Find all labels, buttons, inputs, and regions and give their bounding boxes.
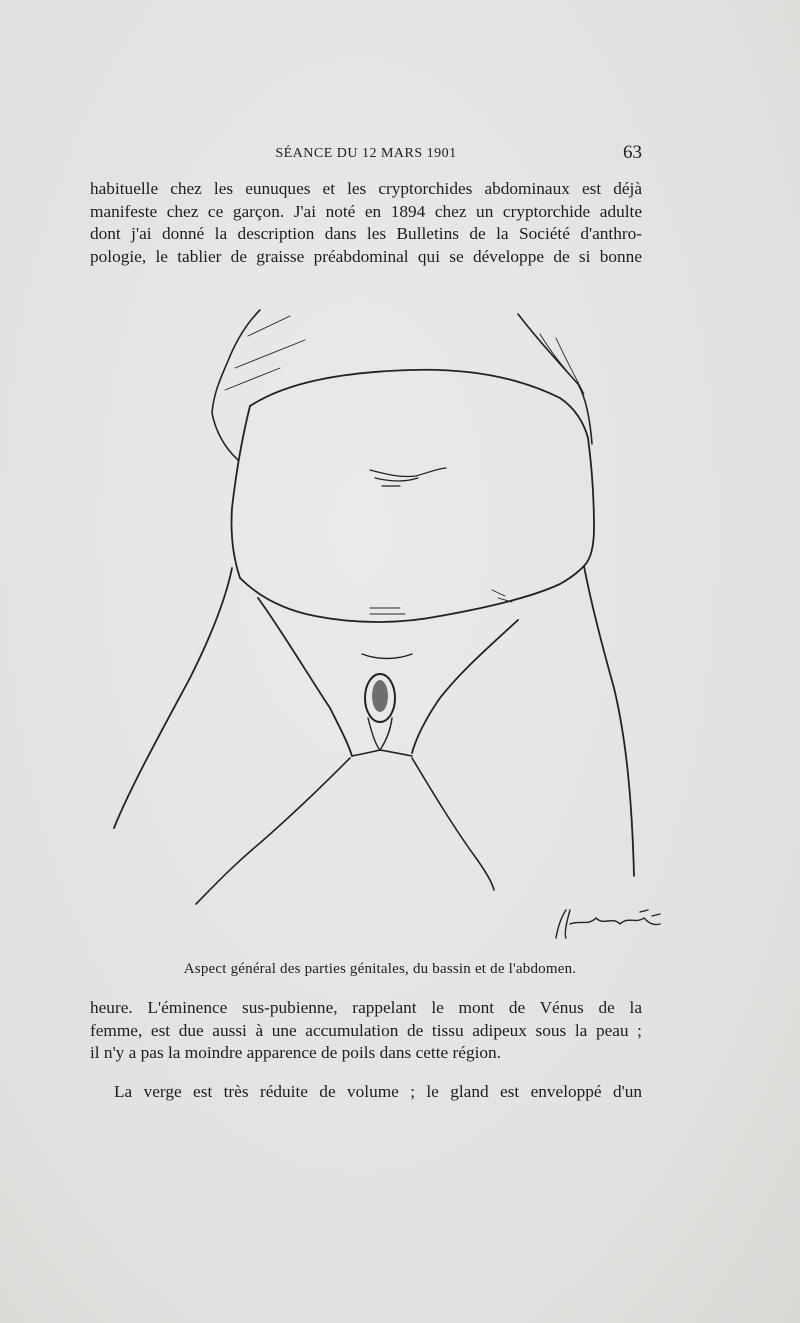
text-line: habituelle chez les eunuques et les cryptorchides abdominaux est déjà [90,179,642,198]
paragraph-next [90,1081,642,1104]
right-arm-outline [518,314,592,444]
left-hip-outline [114,568,232,828]
running-head-title: SÉANCE DU 12 MARS 1901 [275,146,457,161]
text-line: manifeste chez ce garçon. J'ai noté en 1894 chez un cryptorchide adulte [90,201,642,221]
left-arm-outline [212,310,260,460]
text-line: heure. L'éminence sus-pubienne, rappelant le mont de Vénus de la [90,998,642,1017]
abdomen-lower-contour [240,566,584,622]
text-line: La verge est très réduite de volume ; le gland est enveloppé d'un [114,1082,642,1101]
right-groin-line [412,620,518,753]
text-line: pologie, le tablier de graisse préabdominal qui se développe de si bonne [90,246,642,266]
paragraph-top [90,178,642,268]
right-flank [584,438,594,566]
left-flank [231,406,250,578]
right-inner-thigh [412,758,494,890]
pubic-mound [362,654,412,659]
paragraph-bottom [90,997,642,1065]
left-groin-line [258,598,352,756]
anatomical-illustration [100,298,680,958]
abdomen-upper-contour [250,370,588,438]
genital-shade [372,680,388,712]
figure-caption: Aspect général des parties génitales, du bassin et de l'abdomen. [183,961,577,977]
navel-mark [370,468,446,486]
left-inner-thigh [196,758,350,904]
perineum-line [352,750,412,756]
artist-signature [556,910,660,938]
right-hip-outline [584,566,634,876]
text-line: femme, est due aussi à une accumulation de tissu adipeux sous la peau ; [90,1020,642,1040]
page-number: 63 [623,142,642,163]
left-arm-hatch [225,316,305,390]
lower-fold-hatch [370,590,512,614]
running-head [90,142,642,166]
text-line: dont j'ai donné la description dans les Bulletins de la Société d'anthro- [90,224,642,243]
right-arm-hatch [540,334,584,394]
text-line: il n'y a pas la moindre apparence de poils dans cette région. [90,1043,501,1062]
